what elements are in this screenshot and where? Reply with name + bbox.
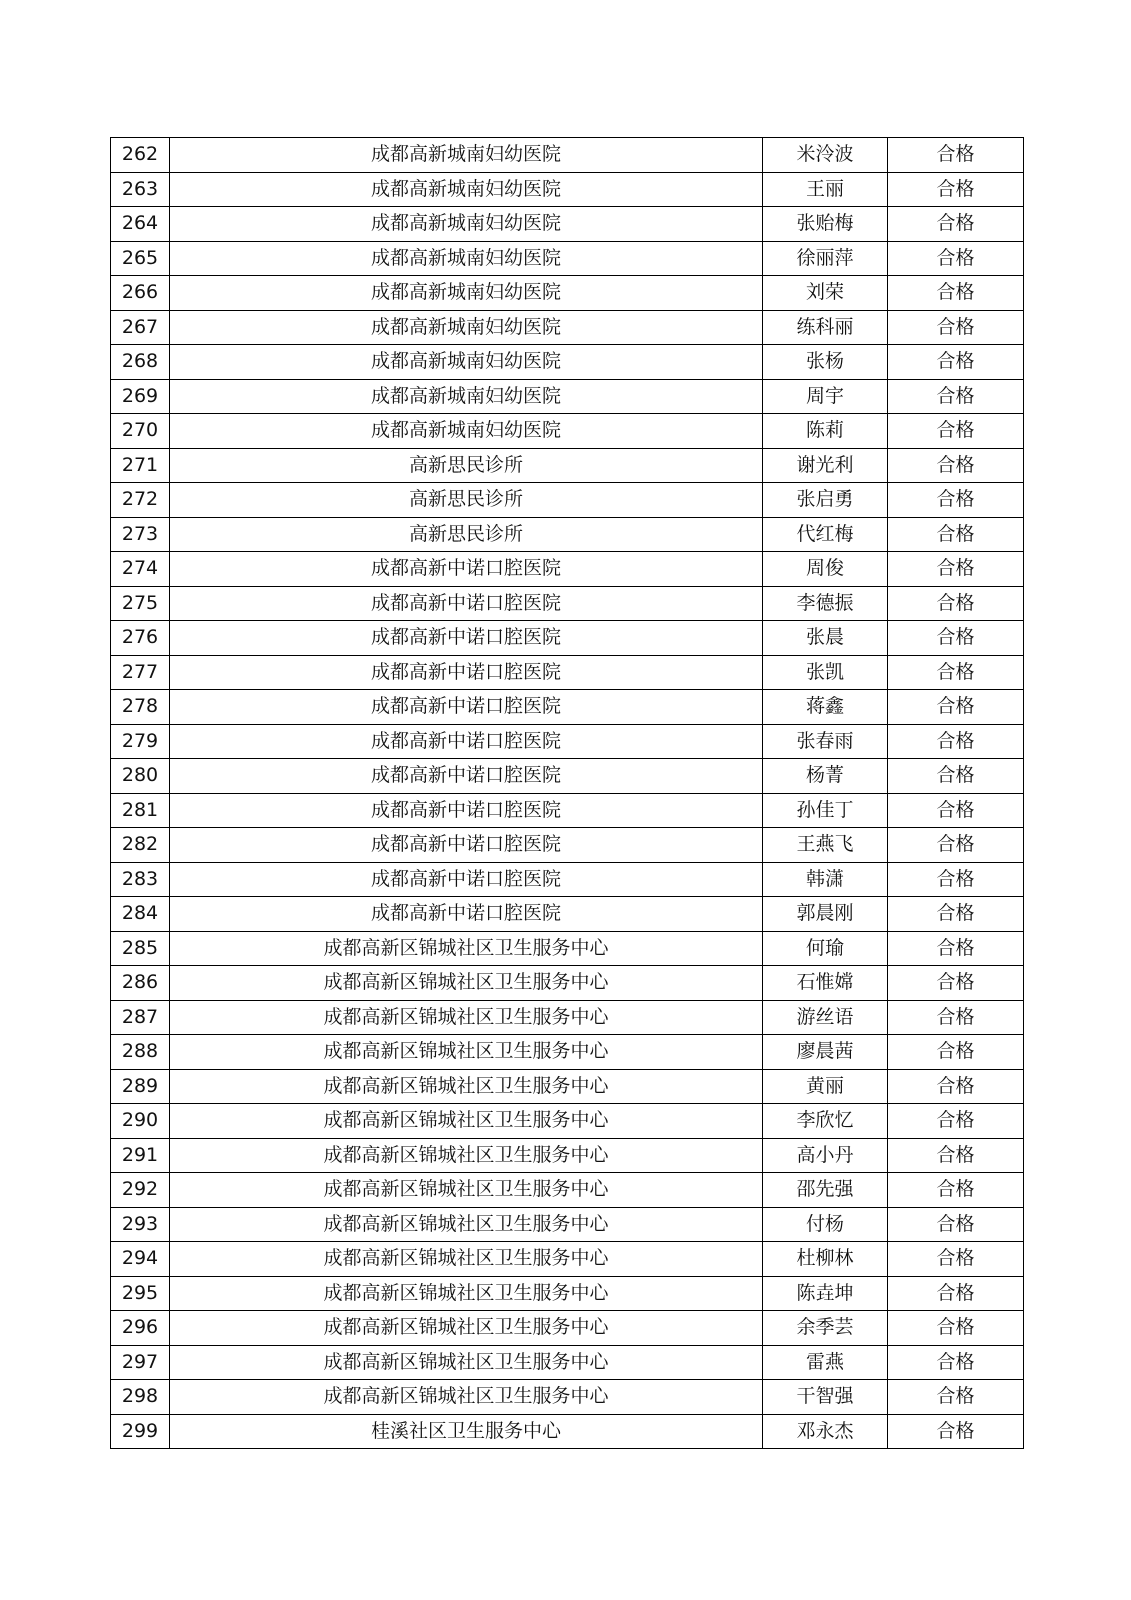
organization-cell: 成都高新城南妇幼医院 <box>170 379 763 414</box>
organization-cell: 成都高新中诺口腔医院 <box>170 552 763 587</box>
table-row <box>111 1104 1024 1139</box>
person-name-cell: 蒋鑫 <box>763 690 888 725</box>
organization-cell: 成都高新区锦城社区卫生服务中心 <box>170 1242 763 1277</box>
row-number: 269 <box>111 379 170 414</box>
table-row <box>111 1380 1024 1415</box>
organization-cell: 成都高新中诺口腔医院 <box>170 690 763 725</box>
person-name-cell: 邵先强 <box>763 1173 888 1208</box>
row-number: 285 <box>111 931 170 966</box>
row-number: 266 <box>111 276 170 311</box>
person-name-cell: 周俊 <box>763 552 888 587</box>
row-number: 286 <box>111 966 170 1001</box>
row-number: 279 <box>111 724 170 759</box>
result-cell: 合格 <box>888 1035 1024 1070</box>
person-name-cell: 高小丹 <box>763 1138 888 1173</box>
row-number: 276 <box>111 621 170 656</box>
organization-cell: 成都高新区锦城社区卫生服务中心 <box>170 1380 763 1415</box>
table-row <box>111 1069 1024 1104</box>
row-number: 297 <box>111 1345 170 1380</box>
row-number: 294 <box>111 1242 170 1277</box>
table-row <box>111 862 1024 897</box>
table-row <box>111 586 1024 621</box>
organization-cell: 成都高新城南妇幼医院 <box>170 241 763 276</box>
person-name-cell: 石惟嫦 <box>763 966 888 1001</box>
organization-cell: 成都高新区锦城社区卫生服务中心 <box>170 966 763 1001</box>
person-name-cell: 何瑜 <box>763 931 888 966</box>
table-row <box>111 172 1024 207</box>
person-name-cell: 黄丽 <box>763 1069 888 1104</box>
person-name-cell: 郭晨刚 <box>763 897 888 932</box>
table-row <box>111 655 1024 690</box>
row-number: 292 <box>111 1173 170 1208</box>
row-number: 275 <box>111 586 170 621</box>
row-number: 293 <box>111 1207 170 1242</box>
result-cell: 合格 <box>888 724 1024 759</box>
table-row <box>111 517 1024 552</box>
table-row <box>111 1345 1024 1380</box>
row-number: 267 <box>111 310 170 345</box>
person-name-cell: 周宇 <box>763 379 888 414</box>
person-name-cell: 张杨 <box>763 345 888 380</box>
result-cell: 合格 <box>888 448 1024 483</box>
result-cell: 合格 <box>888 1138 1024 1173</box>
row-number: 280 <box>111 759 170 794</box>
person-name-cell: 韩潇 <box>763 862 888 897</box>
person-name-cell: 代红梅 <box>763 517 888 552</box>
organization-cell: 成都高新中诺口腔医院 <box>170 759 763 794</box>
organization-cell: 成都高新中诺口腔医院 <box>170 862 763 897</box>
organization-cell: 成都高新区锦城社区卫生服务中心 <box>170 931 763 966</box>
table-row <box>111 138 1024 173</box>
person-name-cell: 余季芸 <box>763 1311 888 1346</box>
table-row <box>111 828 1024 863</box>
row-number: 273 <box>111 517 170 552</box>
organization-cell: 桂溪社区卫生服务中心 <box>170 1414 763 1449</box>
table-row <box>111 966 1024 1001</box>
table-row <box>111 483 1024 518</box>
organization-cell: 成都高新中诺口腔医院 <box>170 897 763 932</box>
person-name-cell: 杨菁 <box>763 759 888 794</box>
organization-cell: 成都高新区锦城社区卫生服务中心 <box>170 1345 763 1380</box>
table-row <box>111 310 1024 345</box>
person-name-cell: 米泠波 <box>763 138 888 173</box>
result-cell: 合格 <box>888 483 1024 518</box>
row-number: 287 <box>111 1000 170 1035</box>
row-number: 282 <box>111 828 170 863</box>
row-number: 295 <box>111 1276 170 1311</box>
row-number: 271 <box>111 448 170 483</box>
organization-cell: 成都高新城南妇幼医院 <box>170 276 763 311</box>
person-name-cell: 李德振 <box>763 586 888 621</box>
result-cell: 合格 <box>888 621 1024 656</box>
person-name-cell: 孙佳丁 <box>763 793 888 828</box>
row-number: 281 <box>111 793 170 828</box>
person-name-cell: 李欣忆 <box>763 1104 888 1139</box>
row-number: 288 <box>111 1035 170 1070</box>
row-number: 272 <box>111 483 170 518</box>
organization-cell: 成都高新城南妇幼医院 <box>170 138 763 173</box>
organization-cell: 成都高新中诺口腔医院 <box>170 655 763 690</box>
person-name-cell: 张凯 <box>763 655 888 690</box>
organization-cell: 成都高新城南妇幼医院 <box>170 172 763 207</box>
row-number: 270 <box>111 414 170 449</box>
table-row <box>111 207 1024 242</box>
result-cell: 合格 <box>888 862 1024 897</box>
organization-cell: 成都高新区锦城社区卫生服务中心 <box>170 1138 763 1173</box>
organization-cell: 成都高新城南妇幼医院 <box>170 207 763 242</box>
roster-table <box>110 137 1024 1449</box>
table-row <box>111 1173 1024 1208</box>
table-row <box>111 1311 1024 1346</box>
person-name-cell: 张启勇 <box>763 483 888 518</box>
result-cell: 合格 <box>888 207 1024 242</box>
result-cell: 合格 <box>888 172 1024 207</box>
result-cell: 合格 <box>888 1380 1024 1415</box>
person-name-cell: 廖晨茜 <box>763 1035 888 1070</box>
organization-cell: 成都高新中诺口腔医院 <box>170 828 763 863</box>
result-cell: 合格 <box>888 138 1024 173</box>
row-number: 277 <box>111 655 170 690</box>
table-row <box>111 1414 1024 1449</box>
result-cell: 合格 <box>888 1345 1024 1380</box>
row-number: 268 <box>111 345 170 380</box>
row-number: 296 <box>111 1311 170 1346</box>
person-name-cell: 王丽 <box>763 172 888 207</box>
result-cell: 合格 <box>888 310 1024 345</box>
table-row <box>111 724 1024 759</box>
table-row <box>111 379 1024 414</box>
person-name-cell: 练科丽 <box>763 310 888 345</box>
roster-table-body <box>111 138 1024 1449</box>
table-row <box>111 621 1024 656</box>
person-name-cell: 雷燕 <box>763 1345 888 1380</box>
result-cell: 合格 <box>888 241 1024 276</box>
person-name-cell: 张春雨 <box>763 724 888 759</box>
table-row <box>111 1000 1024 1035</box>
result-cell: 合格 <box>888 828 1024 863</box>
person-name-cell: 干智强 <box>763 1380 888 1415</box>
organization-cell: 成都高新城南妇幼医院 <box>170 414 763 449</box>
result-cell: 合格 <box>888 1069 1024 1104</box>
table-row <box>111 241 1024 276</box>
organization-cell: 成都高新区锦城社区卫生服务中心 <box>170 1000 763 1035</box>
person-name-cell: 张贻梅 <box>763 207 888 242</box>
person-name-cell: 付杨 <box>763 1207 888 1242</box>
result-cell: 合格 <box>888 897 1024 932</box>
row-number: 299 <box>111 1414 170 1449</box>
person-name-cell: 邓永杰 <box>763 1414 888 1449</box>
person-name-cell: 陈莉 <box>763 414 888 449</box>
result-cell: 合格 <box>888 1173 1024 1208</box>
table-row <box>111 345 1024 380</box>
result-cell: 合格 <box>888 414 1024 449</box>
person-name-cell: 张晨 <box>763 621 888 656</box>
table-row <box>111 1207 1024 1242</box>
organization-cell: 成都高新区锦城社区卫生服务中心 <box>170 1207 763 1242</box>
table-row <box>111 931 1024 966</box>
row-number: 274 <box>111 552 170 587</box>
row-number: 290 <box>111 1104 170 1139</box>
result-cell: 合格 <box>888 1000 1024 1035</box>
person-name-cell: 杜柳林 <box>763 1242 888 1277</box>
result-cell: 合格 <box>888 931 1024 966</box>
result-cell: 合格 <box>888 1276 1024 1311</box>
person-name-cell: 徐丽萍 <box>763 241 888 276</box>
row-number: 265 <box>111 241 170 276</box>
result-cell: 合格 <box>888 552 1024 587</box>
person-name-cell: 王燕飞 <box>763 828 888 863</box>
table-row <box>111 897 1024 932</box>
organization-cell: 成都高新城南妇幼医院 <box>170 345 763 380</box>
organization-cell: 成都高新中诺口腔医院 <box>170 586 763 621</box>
result-cell: 合格 <box>888 586 1024 621</box>
result-cell: 合格 <box>888 1242 1024 1277</box>
table-row <box>111 759 1024 794</box>
row-number: 289 <box>111 1069 170 1104</box>
row-number: 263 <box>111 172 170 207</box>
person-name-cell: 刘荣 <box>763 276 888 311</box>
row-number: 264 <box>111 207 170 242</box>
person-name-cell: 陈垚坤 <box>763 1276 888 1311</box>
organization-cell: 成都高新区锦城社区卫生服务中心 <box>170 1104 763 1139</box>
table-row <box>111 448 1024 483</box>
row-number: 291 <box>111 1138 170 1173</box>
row-number: 283 <box>111 862 170 897</box>
organization-cell: 高新思民诊所 <box>170 483 763 518</box>
table-row <box>111 1242 1024 1277</box>
organization-cell: 成都高新区锦城社区卫生服务中心 <box>170 1276 763 1311</box>
table-row <box>111 1035 1024 1070</box>
row-number: 284 <box>111 897 170 932</box>
organization-cell: 高新思民诊所 <box>170 448 763 483</box>
organization-cell: 成都高新城南妇幼医院 <box>170 310 763 345</box>
table-row <box>111 690 1024 725</box>
result-cell: 合格 <box>888 1311 1024 1346</box>
result-cell: 合格 <box>888 276 1024 311</box>
organization-cell: 成都高新区锦城社区卫生服务中心 <box>170 1069 763 1104</box>
organization-cell: 高新思民诊所 <box>170 517 763 552</box>
table-row <box>111 1138 1024 1173</box>
result-cell: 合格 <box>888 517 1024 552</box>
organization-cell: 成都高新中诺口腔医院 <box>170 724 763 759</box>
result-cell: 合格 <box>888 1104 1024 1139</box>
result-cell: 合格 <box>888 379 1024 414</box>
table-row <box>111 276 1024 311</box>
person-name-cell: 谢光利 <box>763 448 888 483</box>
result-cell: 合格 <box>888 1414 1024 1449</box>
result-cell: 合格 <box>888 1207 1024 1242</box>
result-cell: 合格 <box>888 690 1024 725</box>
organization-cell: 成都高新区锦城社区卫生服务中心 <box>170 1173 763 1208</box>
organization-cell: 成都高新中诺口腔医院 <box>170 621 763 656</box>
result-cell: 合格 <box>888 966 1024 1001</box>
organization-cell: 成都高新中诺口腔医院 <box>170 793 763 828</box>
result-cell: 合格 <box>888 655 1024 690</box>
organization-cell: 成都高新区锦城社区卫生服务中心 <box>170 1311 763 1346</box>
table-row <box>111 1276 1024 1311</box>
organization-cell: 成都高新区锦城社区卫生服务中心 <box>170 1035 763 1070</box>
table-row <box>111 414 1024 449</box>
result-cell: 合格 <box>888 793 1024 828</box>
person-name-cell: 游丝语 <box>763 1000 888 1035</box>
table-row <box>111 552 1024 587</box>
row-number: 262 <box>111 138 170 173</box>
result-cell: 合格 <box>888 759 1024 794</box>
row-number: 298 <box>111 1380 170 1415</box>
table-row <box>111 793 1024 828</box>
result-cell: 合格 <box>888 345 1024 380</box>
row-number: 278 <box>111 690 170 725</box>
